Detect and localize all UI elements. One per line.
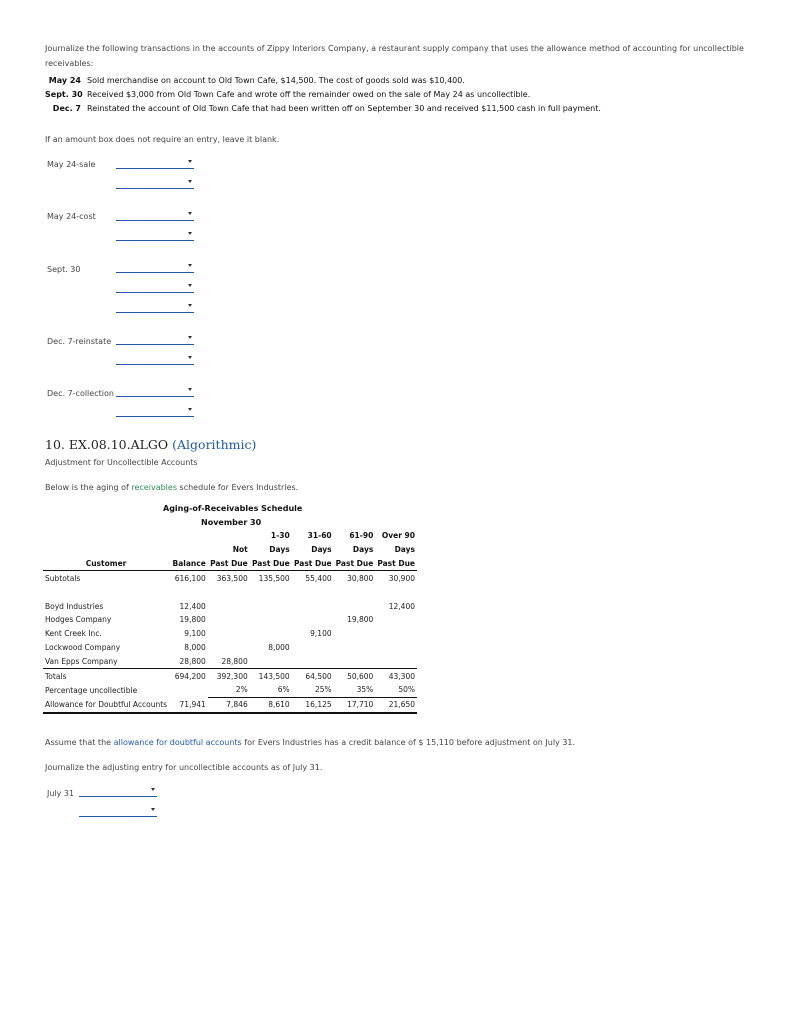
table-cell [292,641,334,655]
transaction-date: Sept. 30 [45,90,83,99]
table-header-cell: Past Due [375,557,417,571]
table-row [43,613,417,627]
table-cell [250,599,292,613]
chevron-down-icon [188,304,192,307]
entry-label-july-31: July 31 [47,789,75,798]
table-cell [250,613,292,627]
chevron-down-icon [188,264,192,267]
table-header-cell: Balance [169,557,208,571]
schedule-date: November 30 [201,518,262,527]
table-cell: 9,100 [184,629,206,639]
table-cell: 30,900 [388,573,415,583]
question-number: 10. EX.08.10.ALGO [45,437,169,452]
account-dropdown[interactable] [116,158,194,169]
table-cell: 694,200 [169,669,208,683]
table-header-cell: 1-30 [270,531,290,541]
table-header-cell: Past Due [208,557,250,571]
account-dropdown[interactable] [116,406,194,417]
allowance-glossary-link[interactable]: allowance for doubtful accounts [113,738,242,747]
table-cell: Lockwood Company [45,642,121,652]
assumption-suffix: for Evers Industries has a credit balance of $ 15,110 before adjustment on July 31. [241,738,576,747]
table-cell: 19,800 [347,615,374,625]
table-cell: 135,500 [258,573,290,583]
account-dropdown[interactable] [116,354,194,365]
table-cell [334,627,376,641]
account-dropdown[interactable] [79,786,157,797]
account-dropdown[interactable] [116,230,194,241]
table-header-row [43,543,417,557]
table-header-cell: Over 90 [381,531,415,541]
schedule-intro [45,483,298,492]
entry-label-sept-30: Sept. 30 [47,265,81,274]
table-cell: 43,300 [375,669,417,683]
question-title [45,437,256,452]
table-cell [208,627,250,641]
entry-label-dec-7-reinstate: Dec. 7-reinstate [47,337,112,346]
table-cell: Subtotals [45,573,81,583]
chevron-down-icon [188,284,192,287]
table-row [43,654,417,668]
table-header-cell [43,529,169,543]
table-cell: 2% [208,683,250,697]
table-cell [208,641,250,655]
table-header-cell [43,543,169,557]
table-cell [334,599,376,613]
table-row [43,599,417,613]
account-dropdown[interactable] [116,302,194,313]
table-cell [292,613,334,627]
table-cell: 12,400 [179,601,206,611]
blank-entry-note: If an amount box does not require an entry, leave it blank. [45,135,280,144]
table-row [43,641,417,655]
receivables-glossary-link[interactable]: receivables [131,483,177,492]
chevron-down-icon [188,180,192,183]
table-cell: 71,941 [169,697,208,712]
table-cell: 35% [334,683,376,697]
account-dropdown[interactable] [79,806,157,817]
chevron-down-icon [188,388,192,391]
table-cell: Allowance for Doubtful Accounts [43,697,169,712]
table-cell [375,627,417,641]
account-dropdown[interactable] [116,386,194,397]
table-header-cell: Not [232,545,248,555]
aging-schedule-table [43,529,417,714]
table-header-cell: Days [352,545,374,555]
table-cell: 25% [292,683,334,697]
table-cell: Percentage uncollectible [45,685,138,695]
schedule-intro-suffix: schedule for Evers Industries. [176,483,299,492]
chevron-down-icon [188,408,192,411]
account-dropdown[interactable] [116,282,194,293]
account-dropdown[interactable] [116,178,194,189]
table-cell [334,654,376,668]
table-row-percentage [43,683,417,697]
table-cell: 8,000 [268,642,290,652]
table-header-cell: Days [269,545,290,555]
table-header-cell: Days [394,545,415,555]
table-cell: 64,500 [292,669,334,683]
transaction-may-24 [45,76,465,85]
table-cell [250,654,292,668]
schedule-intro-prefix: Below is the aging of [45,483,132,492]
chevron-down-icon [188,232,192,235]
table-cell: Kent Creek Inc. [45,629,102,639]
table-cell: 143,500 [250,669,292,683]
transaction-date: Dec. 7 [52,104,81,113]
table-header-cell: Customer [43,557,169,571]
table-row [43,627,417,641]
table-header-cell: Past Due [250,557,292,571]
table-cell: 8,000 [184,642,206,652]
table-cell: 7,846 [208,697,250,712]
table-header-row [43,557,417,571]
table-cell: 9,100 [310,629,332,639]
table-header-cell [169,529,208,543]
table-header-cell: Past Due [334,557,376,571]
table-cell [292,654,334,668]
table-header-cell: 31-60 [307,531,332,541]
chevron-down-icon [188,356,192,359]
chevron-down-icon [151,808,155,811]
table-cell [208,613,250,627]
instructions-text: Journalize the following transactions in the accounts of Zippy Interiors Company, a restaurant supply company that uses the allowance method of accounting for uncollectible receivables: [45,44,744,68]
table-header-cell [208,529,250,543]
chevron-down-icon [188,212,192,215]
entry-label-may-24-sale: May 24-sale [47,160,96,169]
table-cell: 6% [250,683,292,697]
account-dropdown[interactable] [116,262,194,273]
chevron-down-icon [188,160,192,163]
schedule-title: Aging-of-Receivables Schedule [163,504,303,513]
table-cell: 17,710 [334,697,376,712]
transaction-text: Sold merchandise on account to Old Town Cafe, $14,500. The cost of goods sold was $10,400. [87,76,465,85]
entry-label-dec-7-collection: Dec. 7-collection [47,389,114,398]
transaction-text: Received $3,000 from Old Town Cafe and wrote off the remainder owed on the sale of May 24 as uncollectible. [87,90,531,99]
table-cell: 21,650 [375,697,417,712]
table-cell: Van Epps Company [45,656,118,666]
table-header-cell: Past Due [292,557,334,571]
table-cell: 30,800 [347,573,374,583]
table-cell [334,641,376,655]
table-cell: 8,610 [250,697,292,712]
table-cell [375,613,417,627]
table-cell: 50% [375,683,417,697]
transaction-sept-30 [45,90,530,99]
table-header-row [43,529,417,543]
table-cell: 50,600 [334,669,376,683]
table-cell: 19,800 [179,615,206,625]
table-cell: Totals [43,669,169,683]
table-cell [250,627,292,641]
table-header-cell: Days [311,545,332,555]
assumption-prefix: Assume that the [45,738,114,747]
table-cell [169,683,208,697]
table-header-cell [169,543,208,557]
entry-label-may-24-cost: May 24-cost [47,212,96,221]
table-header-cell: 61-90 [349,531,374,541]
table-cell: 363,500 [216,573,248,583]
table-cell [292,599,334,613]
table-cell: 12,400 [388,601,415,611]
account-dropdown[interactable] [116,334,194,345]
table-row-totals [43,669,417,683]
table-row-allowance [43,697,417,712]
table-cell: 616,100 [174,573,206,583]
table-cell: 28,800 [169,654,208,668]
table-row-subtotals [43,571,417,585]
account-dropdown[interactable] [116,210,194,221]
table-cell: 28,800 [208,654,250,668]
transaction-text: Reinstated the account of Old Town Cafe that had been written off on September 30 and received $11,500 cash in full payment. [87,104,601,113]
table-cell: 55,400 [305,573,332,583]
table-cell [208,599,250,613]
table-spacer-row [43,585,417,599]
transaction-dec-7 [45,104,601,113]
algorithmic-tag: (Algorithmic) [172,437,257,452]
transaction-date: May 24 [48,76,81,85]
table-cell [375,641,417,655]
chevron-down-icon [188,336,192,339]
table-cell: 16,125 [292,697,334,712]
table-cell: Boyd Industries [45,601,104,611]
chevron-down-icon [151,788,155,791]
table-cell [375,654,417,668]
question-subtitle: Adjustment for Uncollectible Accounts [45,458,198,467]
table-cell: 392,300 [208,669,250,683]
assumption-text [45,738,575,747]
adjusting-entry-instruction: Journalize the adjusting entry for uncollectible accounts as of July 31. [45,763,323,772]
table-cell: Hodges Company [45,615,112,625]
